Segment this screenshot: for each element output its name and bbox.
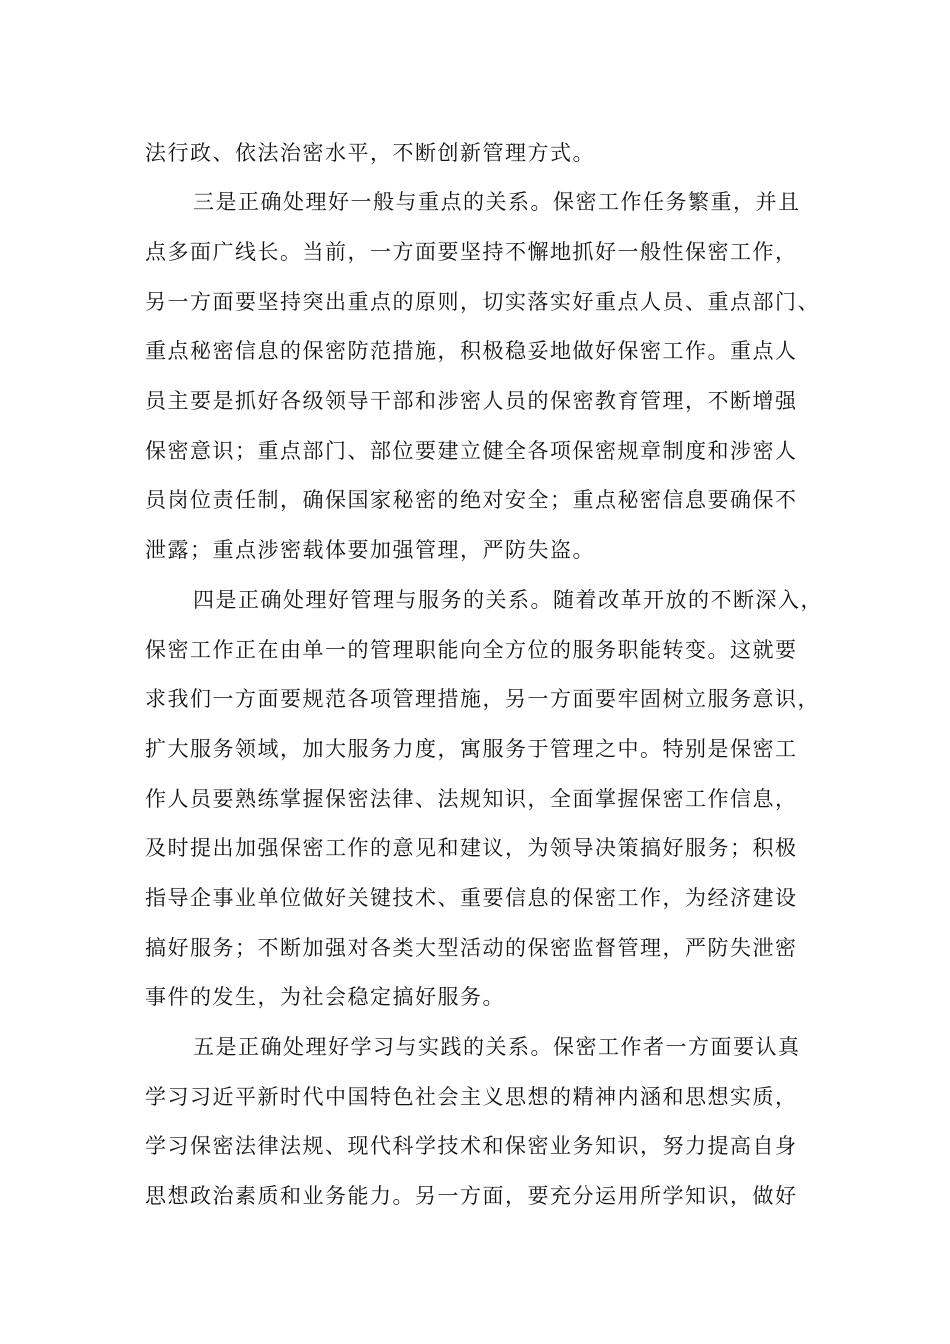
paragraph-line: 另一方面要坚持突出重点的原则，切实落实好重点人员、重点部门、: [145, 290, 820, 314]
paragraph-line: 指导企事业单位做好关键技术、重要信息的保密工作，为经济建设: [145, 886, 798, 910]
paragraph-line: 作人员要熟练掌握保密法律、法规知识，全面掌握保密工作信息，: [145, 787, 798, 811]
paragraph-line: 员岗位责任制，确保国家秘密的绝对安全；重点秘密信息要确保不: [145, 488, 798, 512]
paragraph-line: 保密工作正在由单一的管理职能向全方位的服务职能转变。这就要: [145, 638, 798, 662]
paragraph-line: 事件的发生，为社会稳定搞好服务。: [145, 985, 505, 1009]
paragraph-line: 学习习近平新时代中国特色社会主义思想的精神内涵和思想实质，: [145, 1085, 798, 1109]
paragraph-first-line: 五是正确处理好学习与实践的关系。保密工作者一方面要认真: [193, 1035, 801, 1059]
paragraph-line: 思想政治素质和业务能力。另一方面，要充分运用所学知识，做好: [145, 1184, 798, 1208]
paragraph-line: 法行政、依法治密水平，不断创新管理方式。: [145, 141, 595, 165]
paragraph-line: 保密意识；重点部门、部位要建立健全各项保密规章制度和涉密人: [145, 439, 798, 463]
paragraph-line: 员主要是抓好各级领导干部和涉密人员的保密教育管理，不断增强: [145, 389, 798, 413]
paragraph-first-line: 三是正确处理好一般与重点的关系。保密工作任务繁重，并且: [193, 190, 801, 214]
paragraph-line: 及时提出加强保密工作的意见和建议，为领导决策搞好服务；积极: [145, 836, 798, 860]
paragraph-first-line: 四是正确处理好管理与服务的关系。随着改革开放的不断深入，: [193, 588, 823, 612]
paragraph-line: 求我们一方面要规范各项管理措施，另一方面要牢固树立服务意识，: [145, 687, 820, 711]
paragraph-line: 学习保密法律法规、现代科学技术和保密业务知识，努力提高自身: [145, 1134, 798, 1158]
paragraph-line: 扩大服务领域，加大服务力度，寓服务于管理之中。特别是保密工: [145, 737, 798, 761]
paragraph-line: 泄露；重点涉密载体要加强管理，严防失盗。: [145, 538, 595, 562]
paragraph-line: 重点秘密信息的保密防范措施，积极稳妥地做好保密工作。重点人: [145, 339, 798, 363]
paragraph-line: 点多面广线长。当前，一方面要坚持不懈地抓好一般性保密工作，: [145, 240, 798, 264]
paragraph-line: 搞好服务；不断加强对各类大型活动的保密监督管理，严防失泄密: [145, 936, 798, 960]
